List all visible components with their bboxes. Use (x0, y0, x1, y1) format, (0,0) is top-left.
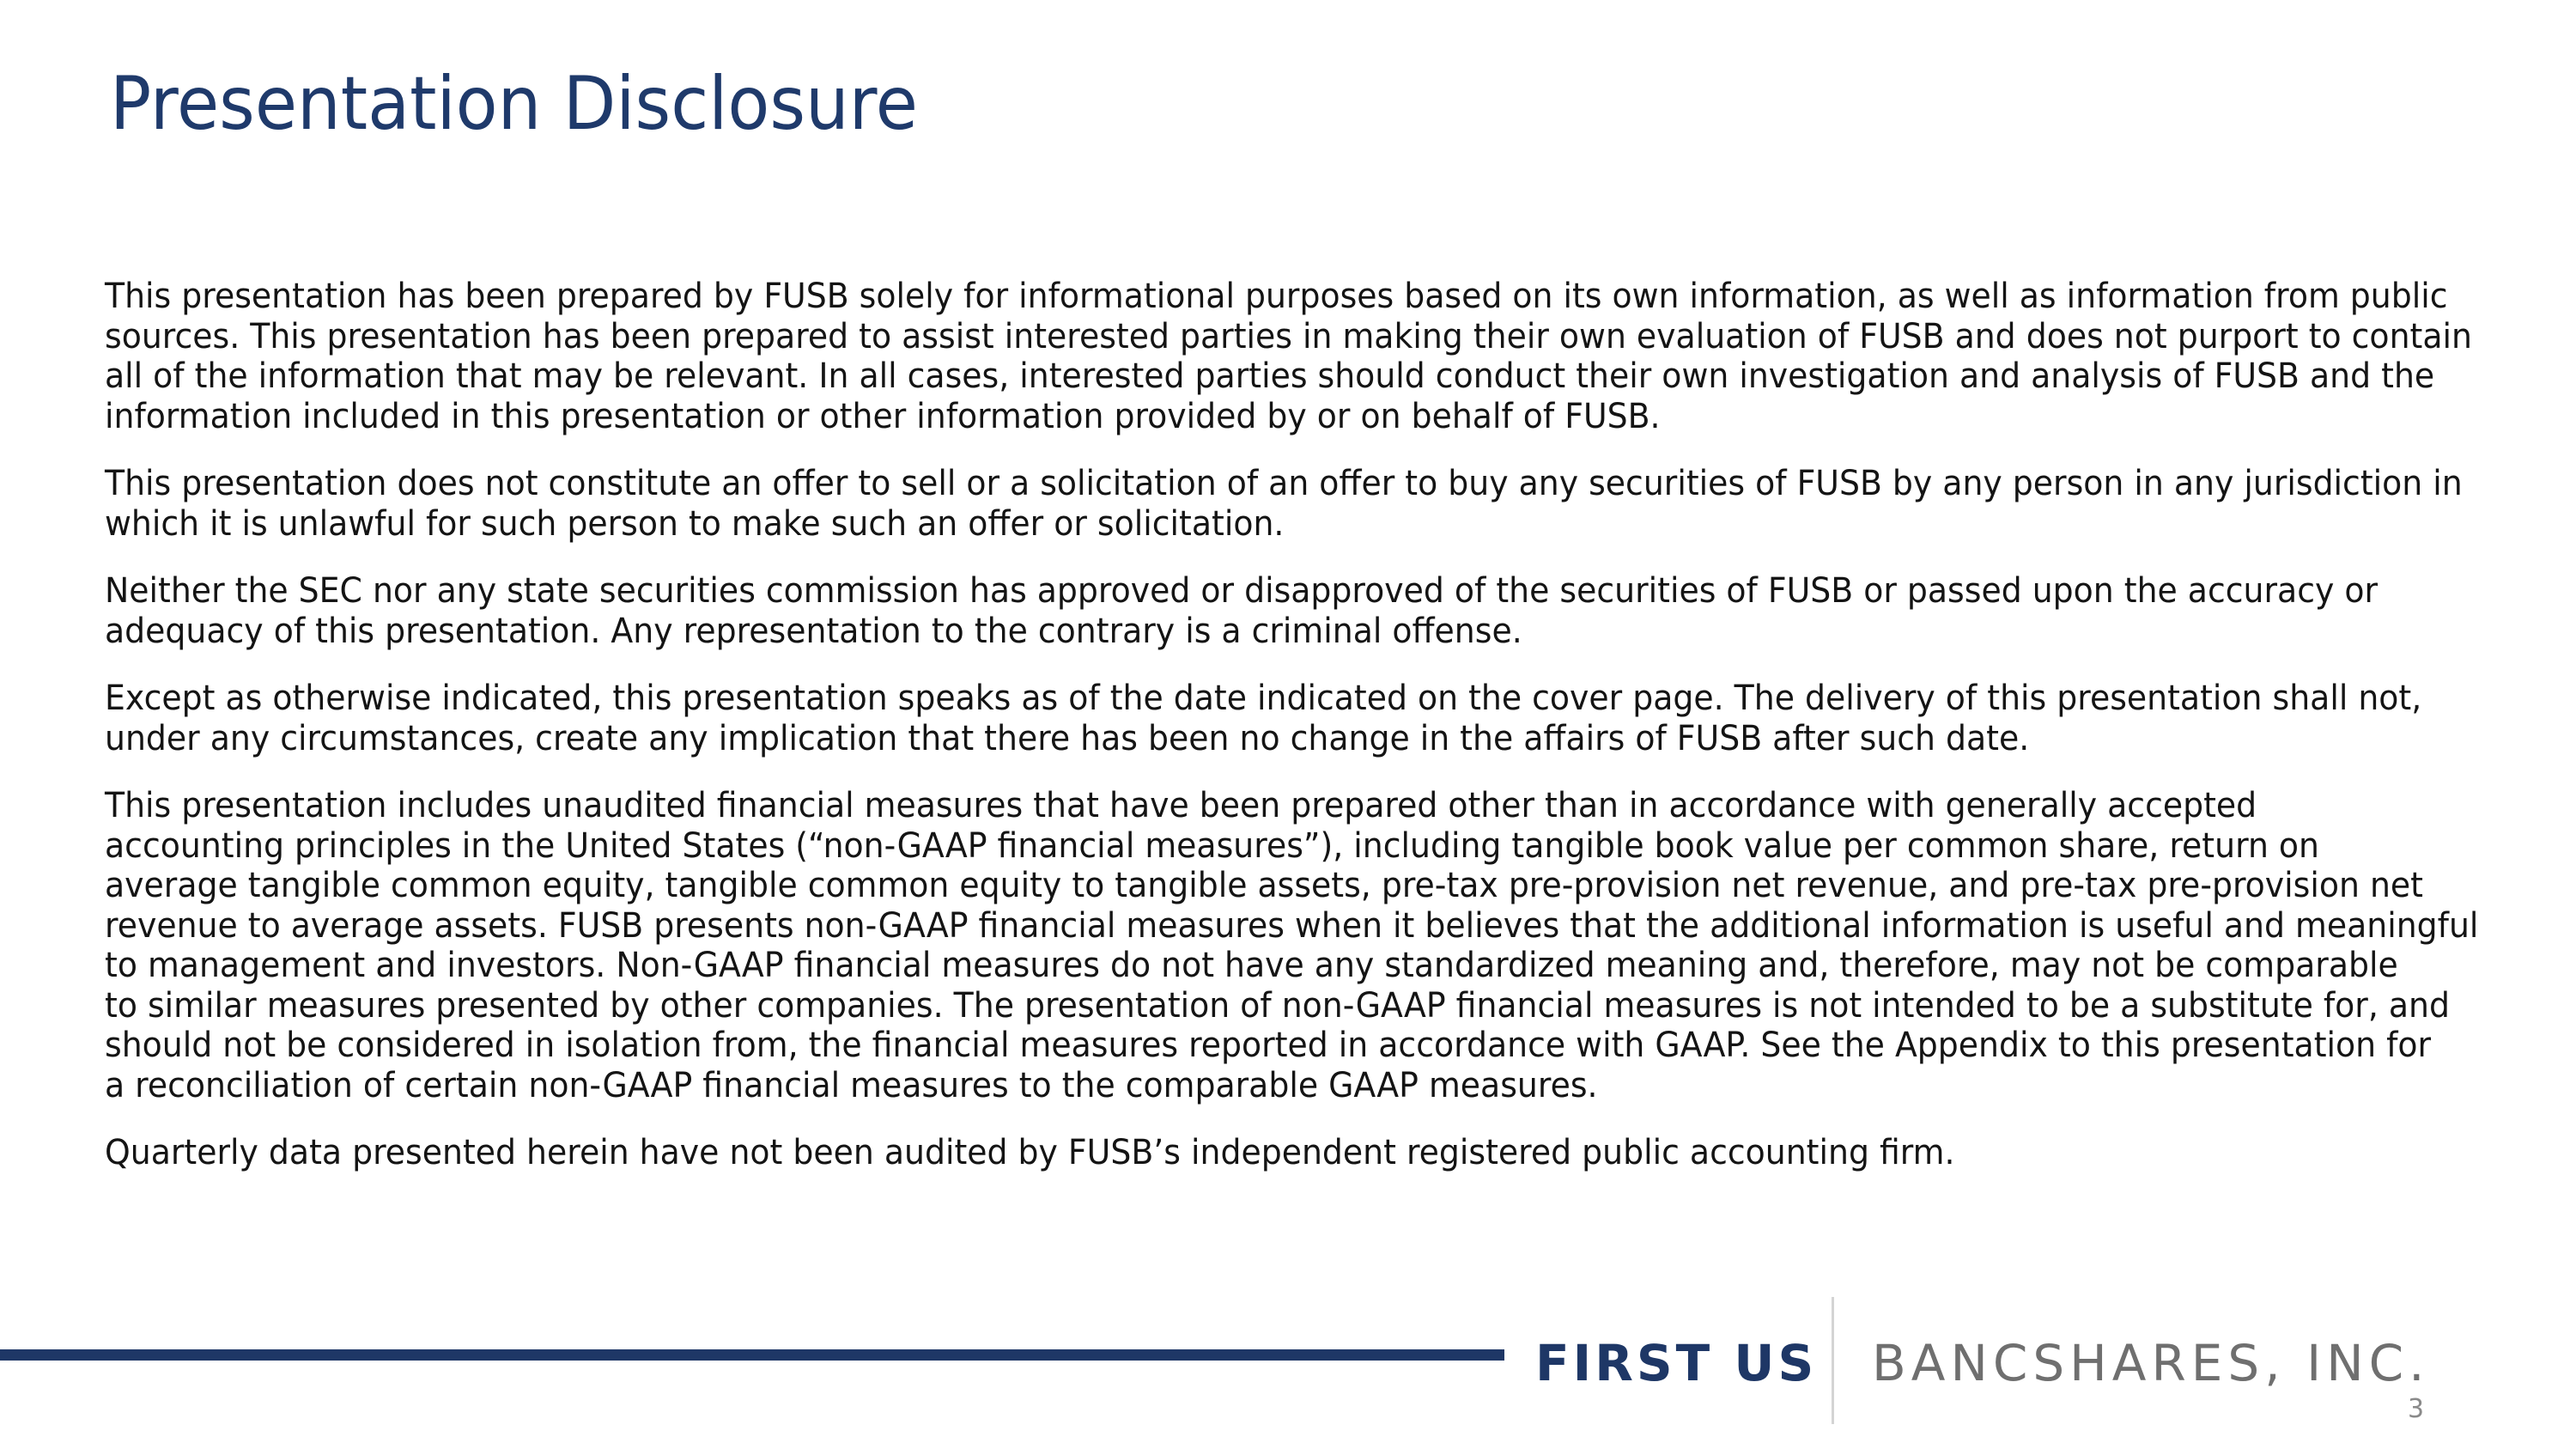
paragraph-no-offer (105, 464, 2463, 544)
text-line: adequacy of this presentation. Any representation to the contrary is a criminal offense. (105, 611, 1522, 651)
logo-wordmark-secondary: BANCSHARES, INC. (1872, 1334, 2430, 1392)
paragraph-sec-approval (105, 571, 2442, 651)
text-line: a reconciliation of certain non-GAAP financial measures to the comparable GAAP measures. (105, 1065, 1598, 1105)
text-line: all of the information that may be relevant. In all cases, interested parties should conduct their own investigation and analysis of FUSB and the (105, 356, 2435, 396)
text-line: revenue to average assets. FUSB presents non-GAAP financial measures when it believes that the additional information is useful and meaningful (105, 905, 2479, 946)
text-line: This presentation includes unaudited financial measures that have been prepared other than in accordance with generally accepted (105, 786, 2257, 825)
paragraph-informational-purposes (105, 277, 2472, 436)
text-line: should not be considered in isolation from, the financial measures reported in accordance with GAAP. See the Appendix to this presentation for (105, 1026, 2432, 1065)
text-line: Except as otherwise indicated, this presentation speaks as of the date indicated on the cover page. The delivery of this presentation shall not, (105, 679, 2422, 718)
page-number: 3 (2408, 1394, 2425, 1424)
text-line: average tangible common equity, tangible common equity to tangible assets, pre-tax pre-provision net revenue, and pre-tax pre-provision net (105, 866, 2423, 905)
logo-wordmark-primary: FIRST US (1535, 1334, 1818, 1392)
text-line: This presentation does not constitute an offer to sell or a solicitation of an offer to buy any securities of FUSB by any person in any jurisdiction in (105, 464, 2463, 503)
text-line: This presentation has been prepared by FUSB solely for informational purposes based on its own information, as well as information from public (105, 277, 2448, 316)
paragraph-quarterly-unaudited (105, 1133, 2442, 1173)
text-line: under any circumstances, create any implication that there has been no change in the affairs of FUSB after such date. (105, 718, 2030, 758)
text-line: accounting principles in the United States (“non-GAAP financial measures”), including tangible book value per common share, return on (105, 825, 2320, 866)
slide-title: Presentation Disclosure (110, 61, 919, 147)
logo-divider (1832, 1297, 1834, 1424)
disclosure-body (105, 277, 2479, 1201)
text-line: to similar measures presented by other companies. The presentation of non-GAAP financial measures is not intended to be a substitute for, and (105, 985, 2451, 1026)
paragraph-date-indicated (105, 679, 2442, 758)
text-line: which it is unlawful for such person to make such an offer or solicitation. (105, 503, 1285, 544)
text-line: sources. This presentation has been prepared to assist interested parties in making their own evaluation of FUSB and does not purport to contain (105, 316, 2472, 356)
text-line: information included in this presentation or other information provided by or on behalf of FUSB. (105, 396, 1661, 436)
text-line: Quarterly data presented herein have not been audited by FUSB’s independent registered public accounting firm. (105, 1133, 1955, 1172)
text-line: Neither the SEC nor any state securities commission has approved or disapproved of the securities of FUSB or passed upon the accuracy or (105, 571, 2379, 611)
footer-accent-bar (0, 1349, 1504, 1361)
paragraph-non-gaap (105, 786, 2479, 1105)
text-line: to management and investors. Non-GAAP financial measures do not have any standardized meaning and, therefore, may not be comparable (105, 946, 2398, 985)
